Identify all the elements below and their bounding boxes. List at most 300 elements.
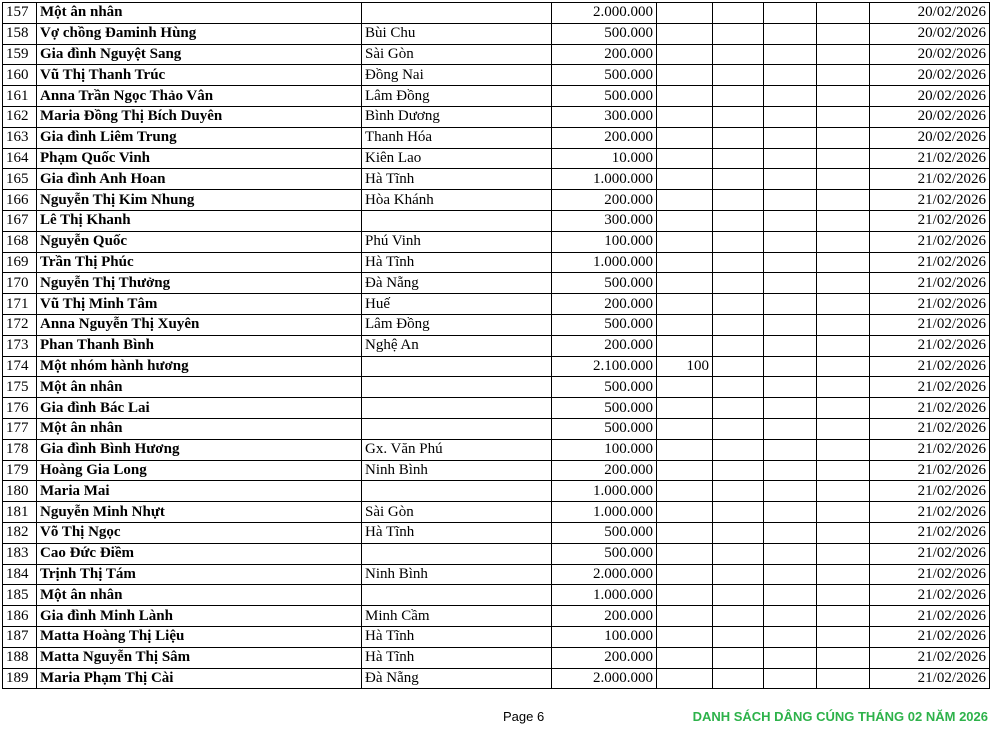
empty-cell bbox=[817, 418, 870, 439]
row-number: 168 bbox=[3, 231, 37, 252]
table-row bbox=[3, 169, 990, 190]
empty-cell bbox=[713, 647, 764, 668]
donor-place: Ninh Bình bbox=[362, 460, 552, 481]
donor-place: Kiên Lao bbox=[362, 148, 552, 169]
donor-place bbox=[362, 481, 552, 502]
empty-cell bbox=[817, 23, 870, 44]
extra-amount bbox=[657, 335, 713, 356]
empty-cell bbox=[713, 668, 764, 689]
row-number: 165 bbox=[3, 169, 37, 190]
row-number: 182 bbox=[3, 522, 37, 543]
donor-place: Nghệ An bbox=[362, 335, 552, 356]
empty-cell bbox=[764, 23, 817, 44]
donation-amount: 500.000 bbox=[552, 314, 657, 335]
empty-cell bbox=[713, 377, 764, 398]
donor-name: Nguyễn Thị Kim Nhung bbox=[37, 190, 362, 211]
empty-cell bbox=[764, 564, 817, 585]
empty-cell bbox=[713, 148, 764, 169]
donation-date: 21/02/2026 bbox=[870, 252, 990, 273]
donor-name: Nguyễn Minh Nhựt bbox=[37, 502, 362, 523]
donor-place bbox=[362, 3, 552, 24]
empty-cell bbox=[817, 377, 870, 398]
empty-cell bbox=[764, 106, 817, 127]
donation-date: 21/02/2026 bbox=[870, 356, 990, 377]
empty-cell bbox=[764, 377, 817, 398]
table-row bbox=[3, 502, 990, 523]
donor-name: Gia đình Nguyệt Sang bbox=[37, 44, 362, 65]
donation-date: 21/02/2026 bbox=[870, 273, 990, 294]
donor-name: Matta Nguyễn Thị Sâm bbox=[37, 647, 362, 668]
donor-name: Một ân nhân bbox=[37, 418, 362, 439]
extra-amount bbox=[657, 585, 713, 606]
extra-amount bbox=[657, 398, 713, 419]
donor-name: Gia đình Bình Hương bbox=[37, 439, 362, 460]
empty-cell bbox=[817, 522, 870, 543]
donor-place bbox=[362, 585, 552, 606]
empty-cell bbox=[764, 44, 817, 65]
extra-amount bbox=[657, 481, 713, 502]
table-row bbox=[3, 481, 990, 502]
donation-date: 21/02/2026 bbox=[870, 502, 990, 523]
empty-cell bbox=[713, 314, 764, 335]
empty-cell bbox=[713, 398, 764, 419]
donor-name: Phạm Quốc Vinh bbox=[37, 148, 362, 169]
donation-date: 21/02/2026 bbox=[870, 543, 990, 564]
donation-amount: 100.000 bbox=[552, 626, 657, 647]
row-number: 177 bbox=[3, 418, 37, 439]
donation-amount: 500.000 bbox=[552, 86, 657, 107]
empty-cell bbox=[817, 44, 870, 65]
empty-cell bbox=[713, 86, 764, 107]
extra-amount bbox=[657, 273, 713, 294]
donation-date: 20/02/2026 bbox=[870, 44, 990, 65]
row-number: 169 bbox=[3, 252, 37, 273]
donor-name: Vũ Thị Minh Tâm bbox=[37, 294, 362, 315]
donor-name: Trịnh Thị Tám bbox=[37, 564, 362, 585]
empty-cell bbox=[713, 522, 764, 543]
table-row bbox=[3, 23, 990, 44]
row-number: 186 bbox=[3, 606, 37, 627]
extra-amount bbox=[657, 522, 713, 543]
donor-place bbox=[362, 210, 552, 231]
donation-amount: 300.000 bbox=[552, 210, 657, 231]
empty-cell bbox=[817, 231, 870, 252]
table-row bbox=[3, 647, 990, 668]
empty-cell bbox=[817, 585, 870, 606]
row-number: 161 bbox=[3, 86, 37, 107]
empty-cell bbox=[764, 65, 817, 86]
donor-place bbox=[362, 398, 552, 419]
row-number: 162 bbox=[3, 106, 37, 127]
donation-date: 21/02/2026 bbox=[870, 460, 990, 481]
empty-cell bbox=[764, 148, 817, 169]
empty-cell bbox=[764, 169, 817, 190]
donation-amount: 1.000.000 bbox=[552, 585, 657, 606]
empty-cell bbox=[764, 647, 817, 668]
donor-name: Một ân nhân bbox=[37, 585, 362, 606]
donation-date: 21/02/2026 bbox=[870, 418, 990, 439]
donation-amount: 2.100.000 bbox=[552, 356, 657, 377]
donation-date: 21/02/2026 bbox=[870, 481, 990, 502]
donation-date: 21/02/2026 bbox=[870, 564, 990, 585]
donor-place: Đà Nẵng bbox=[362, 668, 552, 689]
donation-table bbox=[2, 2, 990, 689]
donor-place: Hà Tĩnh bbox=[362, 647, 552, 668]
empty-cell bbox=[817, 86, 870, 107]
donor-place bbox=[362, 543, 552, 564]
extra-amount bbox=[657, 543, 713, 564]
donation-amount: 2.000.000 bbox=[552, 564, 657, 585]
empty-cell bbox=[817, 626, 870, 647]
donation-date: 21/02/2026 bbox=[870, 314, 990, 335]
donor-place: Sài Gòn bbox=[362, 44, 552, 65]
donor-place: Hà Tĩnh bbox=[362, 169, 552, 190]
donor-name: Gia đình Liêm Trung bbox=[37, 127, 362, 148]
donor-place: Huế bbox=[362, 294, 552, 315]
donor-name: Matta Hoàng Thị Liệu bbox=[37, 626, 362, 647]
empty-cell bbox=[764, 127, 817, 148]
extra-amount bbox=[657, 606, 713, 627]
empty-cell bbox=[817, 460, 870, 481]
donor-place: Lâm Đồng bbox=[362, 86, 552, 107]
empty-cell bbox=[713, 273, 764, 294]
table-row bbox=[3, 460, 990, 481]
donor-name: Gia đình Minh Lành bbox=[37, 606, 362, 627]
donation-date: 20/02/2026 bbox=[870, 3, 990, 24]
empty-cell bbox=[817, 647, 870, 668]
donation-date: 21/02/2026 bbox=[870, 335, 990, 356]
empty-cell bbox=[817, 481, 870, 502]
donation-amount: 200.000 bbox=[552, 294, 657, 315]
donor-place: Đà Nẵng bbox=[362, 273, 552, 294]
table-row bbox=[3, 314, 990, 335]
empty-cell bbox=[764, 418, 817, 439]
empty-cell bbox=[817, 543, 870, 564]
empty-cell bbox=[817, 356, 870, 377]
empty-cell bbox=[817, 668, 870, 689]
empty-cell bbox=[817, 169, 870, 190]
donor-name: Võ Thị Ngọc bbox=[37, 522, 362, 543]
empty-cell bbox=[764, 273, 817, 294]
donation-date: 21/02/2026 bbox=[870, 585, 990, 606]
donation-amount: 2.000.000 bbox=[552, 3, 657, 24]
extra-amount bbox=[657, 106, 713, 127]
table-row bbox=[3, 44, 990, 65]
donation-amount: 10.000 bbox=[552, 148, 657, 169]
donor-place: Gx. Văn Phú bbox=[362, 439, 552, 460]
extra-amount bbox=[657, 190, 713, 211]
row-number: 178 bbox=[3, 439, 37, 460]
donor-name: Anna Nguyễn Thị Xuyên bbox=[37, 314, 362, 335]
empty-cell bbox=[713, 564, 764, 585]
donor-name: Cao Đức Điềm bbox=[37, 543, 362, 564]
empty-cell bbox=[817, 335, 870, 356]
table-row bbox=[3, 522, 990, 543]
donation-date: 21/02/2026 bbox=[870, 169, 990, 190]
empty-cell bbox=[713, 252, 764, 273]
donor-name: Trần Thị Phúc bbox=[37, 252, 362, 273]
donor-place bbox=[362, 418, 552, 439]
donor-name: Một ân nhân bbox=[37, 3, 362, 24]
row-number: 157 bbox=[3, 3, 37, 24]
empty-cell bbox=[713, 418, 764, 439]
row-number: 188 bbox=[3, 647, 37, 668]
donation-date: 21/02/2026 bbox=[870, 647, 990, 668]
donor-name: Maria Đồng Thị Bích Duyên bbox=[37, 106, 362, 127]
table-row bbox=[3, 294, 990, 315]
empty-cell bbox=[713, 606, 764, 627]
row-number: 159 bbox=[3, 44, 37, 65]
empty-cell bbox=[713, 481, 764, 502]
donor-name: Maria Phạm Thị Cài bbox=[37, 668, 362, 689]
empty-cell bbox=[817, 273, 870, 294]
donation-amount: 100.000 bbox=[552, 231, 657, 252]
table-row bbox=[3, 356, 990, 377]
empty-cell bbox=[817, 294, 870, 315]
empty-cell bbox=[817, 106, 870, 127]
donation-amount: 200.000 bbox=[552, 647, 657, 668]
empty-cell bbox=[764, 294, 817, 315]
empty-cell bbox=[764, 86, 817, 107]
row-number: 171 bbox=[3, 294, 37, 315]
row-number: 158 bbox=[3, 23, 37, 44]
donation-date: 21/02/2026 bbox=[870, 398, 990, 419]
donation-amount: 200.000 bbox=[552, 606, 657, 627]
donation-amount: 1.000.000 bbox=[552, 481, 657, 502]
donor-name: Một nhóm hành hương bbox=[37, 356, 362, 377]
donor-place: Hà Tĩnh bbox=[362, 626, 552, 647]
donor-name: Hoàng Gia Long bbox=[37, 460, 362, 481]
donation-date: 20/02/2026 bbox=[870, 65, 990, 86]
empty-cell bbox=[713, 335, 764, 356]
empty-cell bbox=[713, 543, 764, 564]
donation-date: 21/02/2026 bbox=[870, 606, 990, 627]
donor-place: Hà Tĩnh bbox=[362, 522, 552, 543]
donation-amount: 500.000 bbox=[552, 418, 657, 439]
extra-amount bbox=[657, 148, 713, 169]
extra-amount bbox=[657, 23, 713, 44]
table-row bbox=[3, 231, 990, 252]
extra-amount bbox=[657, 231, 713, 252]
extra-amount bbox=[657, 3, 713, 24]
extra-amount bbox=[657, 169, 713, 190]
table-row bbox=[3, 106, 990, 127]
donor-place bbox=[362, 377, 552, 398]
empty-cell bbox=[817, 439, 870, 460]
donation-amount: 200.000 bbox=[552, 44, 657, 65]
donor-place: Minh Cầm bbox=[362, 606, 552, 627]
table-row bbox=[3, 377, 990, 398]
extra-amount bbox=[657, 418, 713, 439]
row-number: 170 bbox=[3, 273, 37, 294]
donor-place: Hà Tĩnh bbox=[362, 252, 552, 273]
table-row bbox=[3, 335, 990, 356]
donor-place: Phú Vinh bbox=[362, 231, 552, 252]
table-row bbox=[3, 273, 990, 294]
empty-cell bbox=[764, 502, 817, 523]
donation-amount: 1.000.000 bbox=[552, 502, 657, 523]
donor-name: Maria Mai bbox=[37, 481, 362, 502]
donation-amount: 1.000.000 bbox=[552, 169, 657, 190]
table-row bbox=[3, 418, 990, 439]
table-row bbox=[3, 543, 990, 564]
row-number: 176 bbox=[3, 398, 37, 419]
donor-place: Đồng Nai bbox=[362, 65, 552, 86]
donor-place bbox=[362, 356, 552, 377]
table-row bbox=[3, 668, 990, 689]
donation-date: 20/02/2026 bbox=[870, 106, 990, 127]
empty-cell bbox=[764, 585, 817, 606]
extra-amount bbox=[657, 294, 713, 315]
extra-amount bbox=[657, 252, 713, 273]
donation-date: 21/02/2026 bbox=[870, 439, 990, 460]
row-number: 175 bbox=[3, 377, 37, 398]
table-row bbox=[3, 190, 990, 211]
empty-cell bbox=[713, 626, 764, 647]
donation-date: 20/02/2026 bbox=[870, 23, 990, 44]
donation-amount: 500.000 bbox=[552, 398, 657, 419]
extra-amount bbox=[657, 564, 713, 585]
empty-cell bbox=[764, 522, 817, 543]
empty-cell bbox=[764, 439, 817, 460]
donor-place: Hòa Khánh bbox=[362, 190, 552, 211]
empty-cell bbox=[713, 44, 764, 65]
empty-cell bbox=[764, 231, 817, 252]
table-row bbox=[3, 606, 990, 627]
empty-cell bbox=[817, 564, 870, 585]
empty-cell bbox=[713, 210, 764, 231]
donation-amount: 200.000 bbox=[552, 127, 657, 148]
donor-name: Gia đình Bác Lai bbox=[37, 398, 362, 419]
donation-amount: 500.000 bbox=[552, 543, 657, 564]
donation-amount: 200.000 bbox=[552, 460, 657, 481]
empty-cell bbox=[764, 460, 817, 481]
row-number: 163 bbox=[3, 127, 37, 148]
extra-amount bbox=[657, 127, 713, 148]
donor-name: Vũ Thị Thanh Trúc bbox=[37, 65, 362, 86]
extra-amount bbox=[657, 626, 713, 647]
table-row bbox=[3, 252, 990, 273]
donation-amount: 500.000 bbox=[552, 273, 657, 294]
empty-cell bbox=[817, 127, 870, 148]
empty-cell bbox=[713, 294, 764, 315]
table-row bbox=[3, 398, 990, 419]
empty-cell bbox=[764, 335, 817, 356]
empty-cell bbox=[817, 606, 870, 627]
table-row bbox=[3, 210, 990, 231]
table-row bbox=[3, 439, 990, 460]
empty-cell bbox=[817, 252, 870, 273]
donor-place: Lâm Đồng bbox=[362, 314, 552, 335]
empty-cell bbox=[713, 106, 764, 127]
donation-date: 21/02/2026 bbox=[870, 626, 990, 647]
row-number: 183 bbox=[3, 543, 37, 564]
empty-cell bbox=[764, 398, 817, 419]
row-number: 181 bbox=[3, 502, 37, 523]
empty-cell bbox=[764, 3, 817, 24]
row-number: 179 bbox=[3, 460, 37, 481]
table-row bbox=[3, 626, 990, 647]
donation-amount: 200.000 bbox=[552, 335, 657, 356]
donation-amount: 200.000 bbox=[552, 190, 657, 211]
donation-date: 21/02/2026 bbox=[870, 210, 990, 231]
empty-cell bbox=[713, 169, 764, 190]
donation-amount: 500.000 bbox=[552, 522, 657, 543]
empty-cell bbox=[817, 148, 870, 169]
donor-place: Bùi Chu bbox=[362, 23, 552, 44]
donation-date: 21/02/2026 bbox=[870, 190, 990, 211]
extra-amount bbox=[657, 210, 713, 231]
row-number: 172 bbox=[3, 314, 37, 335]
row-number: 189 bbox=[3, 668, 37, 689]
empty-cell bbox=[713, 127, 764, 148]
empty-cell bbox=[713, 231, 764, 252]
empty-cell bbox=[817, 314, 870, 335]
page-number: Page 6 bbox=[503, 709, 545, 724]
empty-cell bbox=[817, 502, 870, 523]
donor-name: Một ân nhân bbox=[37, 377, 362, 398]
donor-place: Sài Gòn bbox=[362, 502, 552, 523]
row-number: 167 bbox=[3, 210, 37, 231]
donor-name: Phan Thanh Bình bbox=[37, 335, 362, 356]
donor-name: Anna Trần Ngọc Thảo Vân bbox=[37, 86, 362, 107]
extra-amount bbox=[657, 44, 713, 65]
donor-place: Bình Dương bbox=[362, 106, 552, 127]
extra-amount bbox=[657, 65, 713, 86]
empty-cell bbox=[817, 190, 870, 211]
donation-table-body bbox=[3, 3, 990, 689]
extra-amount bbox=[657, 314, 713, 335]
empty-cell bbox=[713, 3, 764, 24]
table-row bbox=[3, 564, 990, 585]
donor-name: Gia đình Anh Hoan bbox=[37, 169, 362, 190]
row-number: 185 bbox=[3, 585, 37, 606]
donor-name: Lê Thị Khanh bbox=[37, 210, 362, 231]
donation-amount: 500.000 bbox=[552, 23, 657, 44]
donation-amount: 300.000 bbox=[552, 106, 657, 127]
row-number: 187 bbox=[3, 626, 37, 647]
extra-amount bbox=[657, 439, 713, 460]
donation-date: 21/02/2026 bbox=[870, 377, 990, 398]
donation-date: 20/02/2026 bbox=[870, 86, 990, 107]
empty-cell bbox=[713, 502, 764, 523]
donor-name: Nguyễn Thị Thưởng bbox=[37, 273, 362, 294]
table-row bbox=[3, 585, 990, 606]
extra-amount: 100 bbox=[657, 356, 713, 377]
empty-cell bbox=[817, 210, 870, 231]
extra-amount bbox=[657, 460, 713, 481]
empty-cell bbox=[817, 398, 870, 419]
donor-place: Ninh Bình bbox=[362, 564, 552, 585]
donation-date: 21/02/2026 bbox=[870, 522, 990, 543]
row-number: 180 bbox=[3, 481, 37, 502]
donation-amount: 500.000 bbox=[552, 377, 657, 398]
row-number: 184 bbox=[3, 564, 37, 585]
empty-cell bbox=[713, 585, 764, 606]
donation-date: 21/02/2026 bbox=[870, 148, 990, 169]
empty-cell bbox=[764, 190, 817, 211]
table-row bbox=[3, 86, 990, 107]
table-row bbox=[3, 127, 990, 148]
empty-cell bbox=[764, 626, 817, 647]
extra-amount bbox=[657, 502, 713, 523]
donation-amount: 2.000.000 bbox=[552, 668, 657, 689]
row-number: 174 bbox=[3, 356, 37, 377]
donor-place: Thanh Hóa bbox=[362, 127, 552, 148]
empty-cell bbox=[764, 356, 817, 377]
table-row bbox=[3, 65, 990, 86]
empty-cell bbox=[713, 356, 764, 377]
